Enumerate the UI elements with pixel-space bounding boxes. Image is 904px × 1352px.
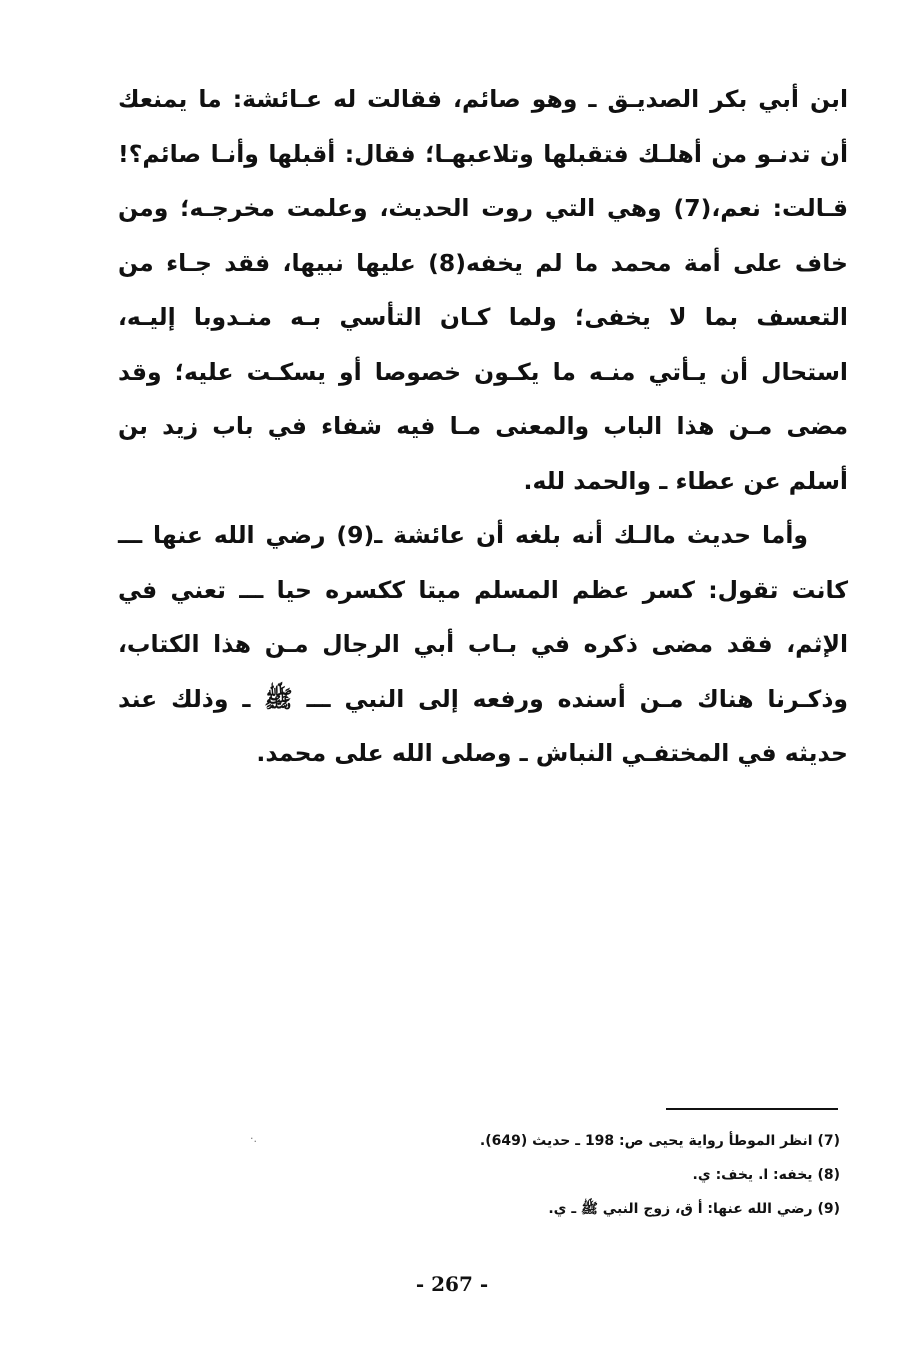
footnote-separator [666,1108,838,1110]
footnote-8: (8) يخفه: ا. يخف: ي. [692,1167,840,1183]
scan-speck-mark: ·. [250,1132,257,1145]
page-number: - 267 - [415,1272,489,1296]
paragraph-1: ابن أبي بكر الصديـق ـ وهو صائم، فقالت له عـائشة: ما يمنعك أن تدنـو من أهلـك فتقبلها وتلاعبهـا؛ فقال: أقبلها وأنـا صائم؟! قـالت: نعم،(7) وهي التي روت الحديث، وعلمت مخرجـه؛ ومن خاف على أمة محمد ما لم يخفه(8) عليها نبيها، فقد جـاء من التعسف بما لا يخفى؛ ولما كـان التأسي بـه منـدوبا إليـه، استحال أن يـأتي منـه ما يكـون خصوصا أو يسكـت عليه؛ وقد مضى مـن هذا الباب والمعنى مـا فيه شفاء في باب زيد بن أسلم عن عطاء ـ والحمد لله. [118,85,848,495]
footnote-9: (9) رضي الله عنها: أ ق، زوج النبي ﷺ ـ ي. [548,1201,840,1217]
footnotes-block [300,1124,840,1226]
main-text-block [118,72,848,781]
paragraph-2: وأما حديث مالـك أنه بلغه أن عائشة ـ(9) رضي الله عنها ـــ كانت تقول: كسر عظم المسلم ميتا ككسره حيا ـــ تعني في الإثم، فقد مضى ذكره في بـاب أبي الرجال مـن هذا الكتاب، وذكـرنا هناك مـن أسنده ورفعه إلى النبي ـــ ﷺ ـ وذلك عند حديثه في المختفـي النباش ـ وصلى الله على محمد. [118,521,848,767]
footnote-7: (7) انظر الموطأ رواية يحيى ص: 198 ـ حديث (649). [479,1133,840,1149]
